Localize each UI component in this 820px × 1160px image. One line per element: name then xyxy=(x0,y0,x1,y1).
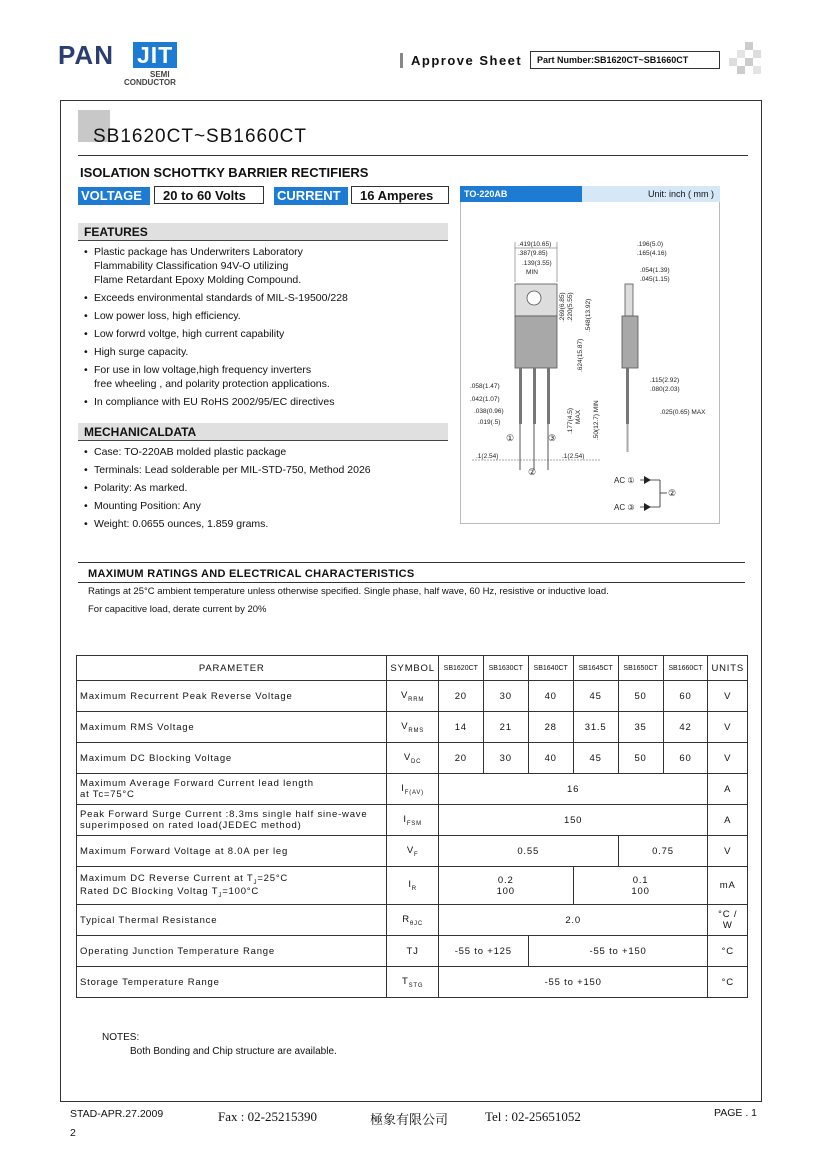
mechanical-item: • Case: TO-220AB molded plastic package xyxy=(82,445,452,459)
ratings-heading: MAXIMUM RATINGS AND ELECTRICAL CHARACTERISTICS xyxy=(88,568,415,580)
value-cell: 21 xyxy=(483,712,528,743)
page-title: SB1620CT~SB1660CT xyxy=(93,126,307,147)
feature-item xyxy=(82,395,452,409)
voltage-label: VOLTAGE xyxy=(78,187,150,205)
th-units: UNITS xyxy=(708,656,748,681)
feature-item xyxy=(82,309,452,323)
dim-lead2: .50(12.7) MIN xyxy=(593,400,600,440)
th-parameter: PARAMETER xyxy=(77,656,387,681)
dim-side6: .080(2.03) xyxy=(650,386,680,393)
feature-line: • Low forwrd voltge, high current capability xyxy=(94,328,285,340)
mechanical-item: • Weight: 0.0655 ounces, 1.859 grams. xyxy=(82,517,452,531)
logo-text-jit: JIT xyxy=(133,42,177,68)
package-outline-drawing xyxy=(460,202,720,524)
feature-item xyxy=(82,363,452,391)
feature-line: free wheeling , and polarity protection applications. xyxy=(94,378,330,390)
symbol-cell: $V_{RMS}$ xyxy=(387,712,438,743)
feature-item xyxy=(82,245,452,287)
table-row xyxy=(77,905,748,936)
dim-body1: .624(15.87) xyxy=(577,338,584,372)
dim-side4: .045(1.15) xyxy=(640,276,670,283)
side-tab xyxy=(625,284,633,316)
logo-text-pan: PAN xyxy=(58,40,114,70)
param-cell: Maximum Forward Voltage at 8.0A per leg xyxy=(77,836,387,867)
side-lead xyxy=(626,368,629,424)
value-cell: 42 xyxy=(663,712,708,743)
value-cell: 0.75 xyxy=(618,836,708,867)
param-cell: Maximum Average Forward Current lead length at Tc=75°C xyxy=(77,774,387,805)
ratings-note-2: For capacitive load, derate current by 20% xyxy=(88,604,267,615)
symbol-cell: $I_R$ xyxy=(387,867,438,905)
mechanical-heading: MECHANICALDATA xyxy=(78,423,448,441)
param-cell: Typical Thermal Resistance xyxy=(77,905,387,936)
dim-pitch2: .1(2.54) xyxy=(562,453,585,460)
unit-cell: mA xyxy=(708,867,748,905)
table-row xyxy=(77,867,748,905)
symbol-cell: $I_{F(AV)}$ xyxy=(387,774,438,805)
param-cell: Maximum RMS Voltage xyxy=(77,712,387,743)
ratings-table xyxy=(76,655,748,998)
symbol-cell: $T_{STG}$ xyxy=(387,967,438,998)
th-sb1645ct: SB1645CT xyxy=(573,656,618,681)
part-number-box: Part Number:SB1620CT~SB1660CT xyxy=(530,51,720,69)
current-value: 16 Amperes xyxy=(351,186,449,204)
dim-tab1: .269(6.85) xyxy=(559,292,566,322)
dim-body2: .548(13.92) xyxy=(585,298,592,332)
schematic-ac3: AC ③ xyxy=(614,503,635,512)
value-cell: 40 xyxy=(528,743,573,774)
dim-tab2: .220(5.55) xyxy=(567,292,574,322)
table-row xyxy=(77,936,748,967)
dim-hole1: .139(3.55) xyxy=(522,260,552,267)
feature-line: • High surge capacity. xyxy=(94,346,189,358)
dim-lead1: .177(4.5) xyxy=(567,407,574,434)
footer-number: 2 xyxy=(70,1127,76,1139)
mechanical-item: • Terminals: Lead solderable per MIL-STD-750, Method 2026 xyxy=(82,463,452,477)
value-cell: 60 xyxy=(663,681,708,712)
th-sb1640ct: SB1640CT xyxy=(528,656,573,681)
notes-text: Both Bonding and Chip structure are available. xyxy=(130,1046,337,1057)
value-cell: 2.0 xyxy=(438,905,708,936)
pin2-label: ② xyxy=(528,467,537,477)
schematic-ac1: AC ① xyxy=(614,476,635,485)
approve-sheet-label: Approve Sheet xyxy=(400,53,522,68)
mechanical-list xyxy=(82,445,452,535)
value-cell: 0.55 xyxy=(438,836,618,867)
mounting-hole xyxy=(527,291,541,305)
table-row xyxy=(77,743,748,774)
symbol-cell: $I_{FSM}$ xyxy=(387,805,438,836)
schematic-k2: ② xyxy=(668,488,677,498)
value-cell: 31.5 xyxy=(573,712,618,743)
dim-side5: .115(2.92) xyxy=(650,377,680,384)
dim-top2: .387(9.85) xyxy=(518,250,548,257)
table-row xyxy=(77,967,748,998)
unit-cell: V xyxy=(708,681,748,712)
value-cell: 35 xyxy=(618,712,663,743)
dim-w1: .058(1.47) xyxy=(470,383,500,390)
logo-sub-semi: SEMI xyxy=(150,70,170,79)
value-cell: 45 xyxy=(573,743,618,774)
param-cell: Maximum DC Reverse Current at $T_J=25^\circ C$ Rated DC Blocking Voltag $T_J=100^\circ C$ xyxy=(77,867,387,905)
symbol-cell: $V_F$ xyxy=(387,836,438,867)
feature-line: • In compliance with EU RoHS 2002/95/EC directives xyxy=(94,396,335,408)
symbol-cell: $V_{RRM}$ xyxy=(387,681,438,712)
feature-line: Flammability Classification 94V-O utilizing xyxy=(94,260,289,272)
feature-item xyxy=(82,291,452,305)
param-cell: Maximum Recurrent Peak Reverse Voltage xyxy=(77,681,387,712)
feature-line: • Exceeds environmental standards of MIL-S-19500/228 xyxy=(94,292,348,304)
dim-hole2: MIN xyxy=(526,269,538,276)
symbol-cell: $R_{\theta JC}$ xyxy=(387,905,438,936)
unit-cell: °C / W xyxy=(708,905,748,936)
features-list xyxy=(82,245,452,413)
logo-sub-conductor: CONDUCTOR xyxy=(124,78,176,87)
value-cell: -55 to +125 xyxy=(438,936,528,967)
th-sb1650ct: SB1650CT xyxy=(618,656,663,681)
value-cell: 14 xyxy=(438,712,483,743)
value-cell: 60 xyxy=(663,743,708,774)
unit-cell: °C xyxy=(708,936,748,967)
features-heading: FEATURES xyxy=(78,223,448,241)
value-cell: 20 xyxy=(438,681,483,712)
th-sb1630ct: SB1630CT xyxy=(483,656,528,681)
value-cell: 50 xyxy=(618,681,663,712)
th-symbol: SYMBOL xyxy=(387,656,438,681)
checker-decoration-icon xyxy=(727,42,761,76)
value-cell: -55 to +150 xyxy=(528,936,708,967)
dim-lead1b: MAX xyxy=(575,409,582,424)
unit-cell: V xyxy=(708,836,748,867)
value-cell: 30 xyxy=(483,681,528,712)
feature-line: • Low power loss, high efficiency. xyxy=(94,310,241,322)
value-cell: 16 xyxy=(438,774,708,805)
value-cell: 40 xyxy=(528,681,573,712)
unit-cell: V xyxy=(708,743,748,774)
footer-company: 極象有限公司 xyxy=(370,1112,449,1127)
package-unit: Unit: inch ( mm ) xyxy=(647,189,714,199)
lead-1 xyxy=(519,368,522,424)
dim-pitch1: .1(2.54) xyxy=(476,453,499,460)
table-row xyxy=(77,681,748,712)
footer-date: STAD-APR.27.2009 xyxy=(70,1108,164,1120)
value-cell: 50 xyxy=(618,743,663,774)
symbol-cell: TJ xyxy=(387,936,438,967)
pin1-label: ① xyxy=(506,433,515,443)
title-divider xyxy=(78,155,748,156)
value-cell: 0.1 100 xyxy=(573,867,708,905)
footer-fax: Fax : 02-25215390 xyxy=(218,1109,317,1124)
lead-2 xyxy=(533,368,536,424)
notes-label: NOTES: xyxy=(102,1032,140,1043)
value-cell: 150 xyxy=(438,805,708,836)
value-cell: 30 xyxy=(483,743,528,774)
ratings-top-line xyxy=(78,562,745,563)
dim-w4: .019(.5) xyxy=(478,419,501,426)
ratings-bottom-line xyxy=(78,582,745,583)
feature-line: • Plastic package has Underwriters Laboratory xyxy=(94,246,303,258)
footer-page: PAGE . 1 xyxy=(714,1107,757,1119)
package-name: TO-220AB xyxy=(460,186,582,202)
table-row xyxy=(77,712,748,743)
param-cell: Operating Junction Temperature Range xyxy=(77,936,387,967)
dim-side3: .054(1.39) xyxy=(640,267,670,274)
product-subtitle: ISOLATION SCHOTTKY BARRIER RECTIFIERS xyxy=(80,165,369,180)
dim-side2: .165(4.16) xyxy=(637,250,667,257)
side-body xyxy=(622,316,638,368)
mechanical-item: • Polarity: As marked. xyxy=(82,481,452,495)
value-cell: 28 xyxy=(528,712,573,743)
feature-line: • For use in low voltage,high frequency inverters xyxy=(94,364,312,376)
dim-w2: .042(1.07) xyxy=(470,396,500,403)
package-body xyxy=(515,316,557,368)
value-cell: -55 to +150 xyxy=(438,967,708,998)
value-cell: 20 xyxy=(438,743,483,774)
dim-side1: .196(5.0) xyxy=(637,241,664,248)
feature-item xyxy=(82,327,452,341)
param-cell: Maximum DC Blocking Voltage xyxy=(77,743,387,774)
value-cell: 45 xyxy=(573,681,618,712)
unit-cell: °C xyxy=(708,967,748,998)
table-row xyxy=(77,836,748,867)
dim-side7: .025(0.65) MAX xyxy=(660,409,706,416)
th-sb1620ct: SB1620CT xyxy=(438,656,483,681)
th-sb1660ct: SB1660CT xyxy=(663,656,708,681)
dim-w3: .038(0.96) xyxy=(474,408,504,415)
pin3-label: ③ xyxy=(548,433,557,443)
param-cell: Storage Temperature Range xyxy=(77,967,387,998)
feature-item xyxy=(82,345,452,359)
unit-cell: A xyxy=(708,805,748,836)
footer-tel: Tel : 02-25651052 xyxy=(485,1109,581,1124)
param-cell: Peak Forward Surge Current :8.3ms single half sine-wave superimposed on rated load(JEDEC method) xyxy=(77,805,387,836)
dim-top1: .419(10.65) xyxy=(518,241,552,248)
ratings-note-1: Ratings at 25°C ambient temperature unless otherwise specified. Single phase, half wave, 60 Hz, resistive or inductive load. xyxy=(88,586,609,597)
table-row xyxy=(77,805,748,836)
current-label: CURRENT xyxy=(274,187,348,205)
mechanical-item: • Mounting Position: Any xyxy=(82,499,452,513)
unit-cell: A xyxy=(708,774,748,805)
voltage-value: 20 to 60 Volts xyxy=(154,186,264,204)
feature-line: Flame Retardant Epoxy Molding Compound. xyxy=(94,274,302,286)
table-row xyxy=(77,774,748,805)
unit-cell: V xyxy=(708,712,748,743)
diode-2-icon xyxy=(644,503,651,511)
package-header xyxy=(460,186,720,202)
diode-1-icon xyxy=(644,476,651,484)
symbol-cell: $V_{DC}$ xyxy=(387,743,438,774)
table-header-row xyxy=(77,656,748,681)
value-cell: 0.2 100 xyxy=(438,867,573,905)
lead-3 xyxy=(547,368,550,424)
